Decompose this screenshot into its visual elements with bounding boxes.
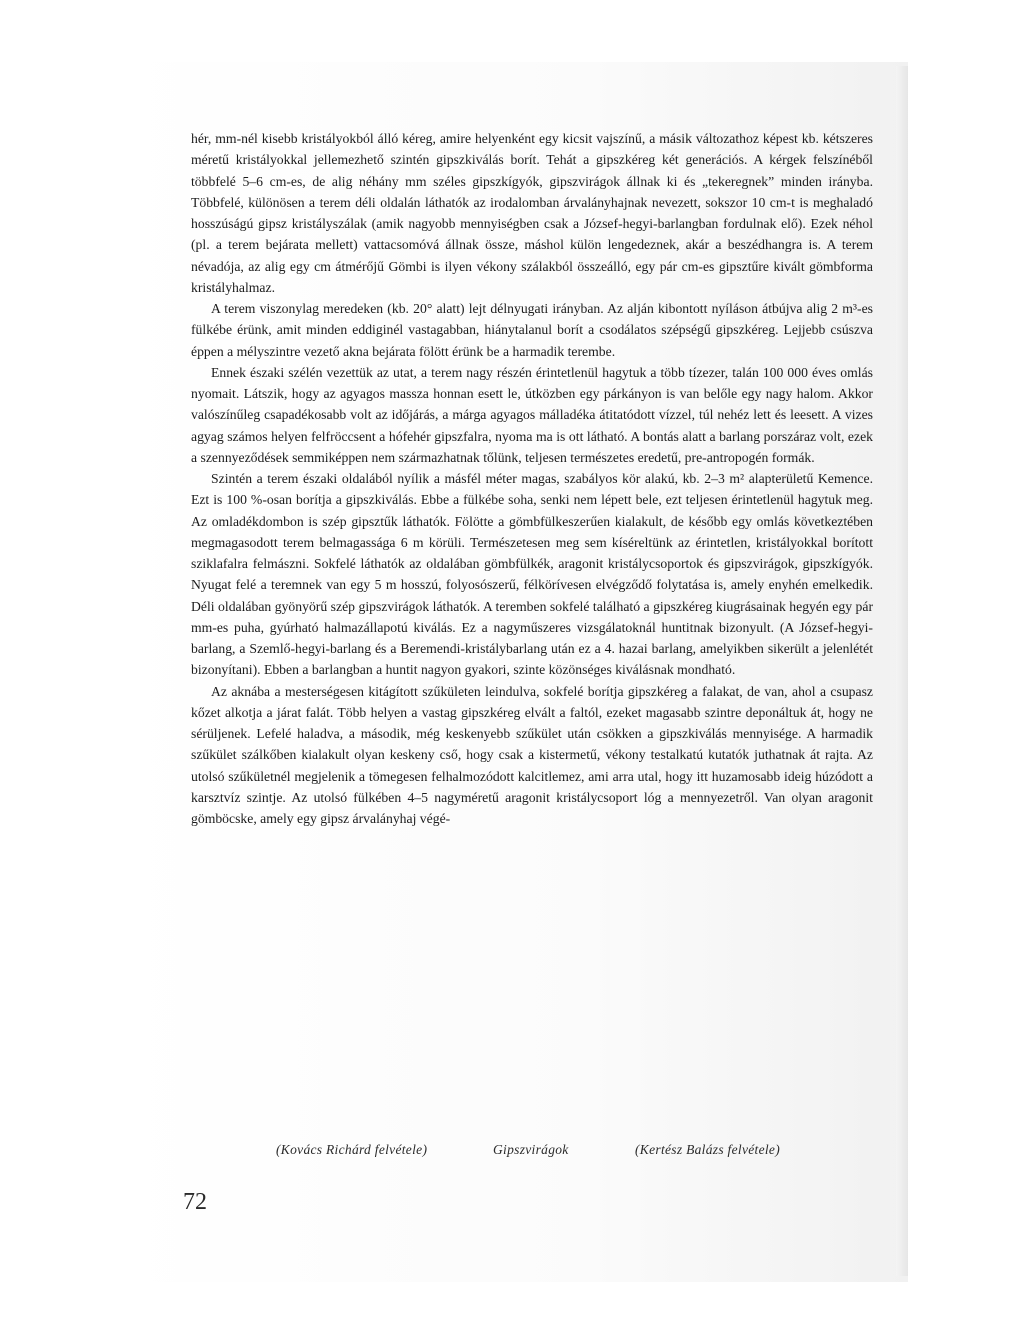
- body-text: [191, 128, 873, 829]
- paragraph: A terem viszonylag meredeken (kb. 20° alatt) lejt délnyugati irányban. Az alján kibontott nyíláson átbújva alig 2 m³-es fülkébe érünk, amit minden eddiginél vastagabban, hiánytalanul borít a csodálatos szépségű gipszkéreg. Lejjebb csúszva éppen a mélyszintre vezető akna bejárata fölött érünk be a harmadik terembe.: [191, 301, 873, 359]
- paragraph-continuation: hér, mm-nél kisebb kristályokból álló kéreg, amire helyenként egy kicsit vajszínű, a másik változathoz képest kb. kétszeres méretű kristályokkal jellemezhető szintén gipszkiválás borít. Tehát a gipszkéreg két generációs. A kérgek felszínéből többfelé 5–6 cm-es, de alig néhány mm széles gipszkígyók, gipszvirágok állnak ki és „tekeregnek” minden irányba. Többfelé, különösen a terem déli oldalán láthatók az irodalomban árvalányhajnak nevezett, sokszor 10 cm-t is meghaladó hosszúságú gipsz kristályszálak (amik nagyobb mennyiségben csak a József-hegyi-barlangban fordulnak elő). Ezek néhol (pl. a terem bejárata mellett) vattacsomóvá állnak össze, máshol külön lengedeznek, akár a beszédhangra is. A terem névadója, az alig egy cm átmérőjű Gömbi is ilyen vékony szálakból összeálló, egy pár cm-es gipsztűre kivált gömbforma kristályhalmaz.: [191, 131, 873, 295]
- photo-caption-row: [276, 1142, 796, 1166]
- scanned-page-edge: [896, 66, 908, 1276]
- photo-credit-right: (Kertész Balázs felvétele): [635, 1142, 781, 1157]
- photo-credit-left: (Kovács Richárd felvétele): [276, 1142, 428, 1157]
- page-number: 72: [183, 1189, 207, 1215]
- photo-caption-title: Gipszvirágok: [493, 1142, 569, 1157]
- paragraph: Az aknába a mesterségesen kitágított szűkületen leindulva, sokfelé borítja gipszkéreg a falakat, de van, ahol a csupasz kőzet alkotja a járat falát. Több helyen a vastag gipszkéreg elvált a faltól, ezeket magasabb szintre deponáltuk át, hogy ne sérüljenek. Lefelé haladva, a második, még keskenyebb szűkület után csökken a gipszkiválás mennyisége. A harmadik szűkület szálkőben kialakult olyan keskeny cső, hogy csak a kistermetű, vékony testalkatú kutatók juthatnak át rajta. Az utolsó szűkületnél megjelenik a tömegesen felhalmozódott kalcitlemez, ami arra utal, hogy itt huzamosabb ideig húzódott a karsztvíz szintje. Az utolsó fülkében 4–5 nagyméretű aragonit kristálycsoport lóg a mennyezetről. Van olyan aragonit gömböcske, amely egy gipsz árvalányhaj végé-: [191, 683, 873, 826]
- paragraph: Szintén a terem északi oldalából nyílik a másfél méter magas, szabályos kör alakú, kb. 2–3 m² alapterületű Kemence. Ezt is 100 %-osan borítja a gipszkiválás. Ebbe a fülkébe soha, senki nem lépett bele, ezt teljesen érintetlenül hagytuk meg. Az omladékdombon is szép gipsztűk láthatók. Fölötte a gömbfülkeszerűen kialakult, de később egy omlás következtében megmagasodott terem belmagassága 6 m körüli. Természetesen meg sem kíséreltünk az érintetlen, kristályokkal borított sziklafalra felmászni. Sokfelé láthatók az oldalában gömbfülkék, aragonit kristálycsoportok és gipszvirágok, gipszkígyók. Nyugat felé a teremnek van egy 5 m hosszú, folyosószerű, félkörívesen elvégződő folytatása is, amely enyhén emelkedik. Déli oldalában gyönyörű szép gipszvirágok láthatók. A teremben sokfelé található a gipszkéreg kiugrásainak hegyén egy pár mm-es puha, gyúrható halmazállapotú kiválás. Ez a nagyműszeres vizsgálatoknál huntitnak bizonyult. (A József-hegyi-barlang, a Szemlő-hegyi-barlang és a Beremendi-kristálybarlang után ez a 4. hazai barlang, amelyikben sikerült a jelenlétét bizonyítani). Ebben a barlangban a huntit nagyon gyakori, szinte közönséges kiválásnak mondható.: [191, 471, 873, 678]
- paragraph: Ennek északi szélén vezettük az utat, a terem nagy részén érintetlenül hagytuk a több tízezer, talán 100 000 éves omlás nyomait. Látszik, hogy az agyagos massza honnan esett le, útközben egy párkányon is van belőle egy nagy halom. Akkor valószínűleg csapadékosabb volt az időjárás, a márga agyagos málladéka átitatódott vízzel, túl nehéz lett és leesett. A vizes agyag számos helyen felfröccsent a hófehér gipszfalra, nyoma ma is ott látható. A bontás alatt a barlang porszáraz volt, ezek a szennyeződések semmiképpen nem származhatnak tőlünk, teljesen természetes eredetű, pre-antropogén formák.: [191, 364, 873, 465]
